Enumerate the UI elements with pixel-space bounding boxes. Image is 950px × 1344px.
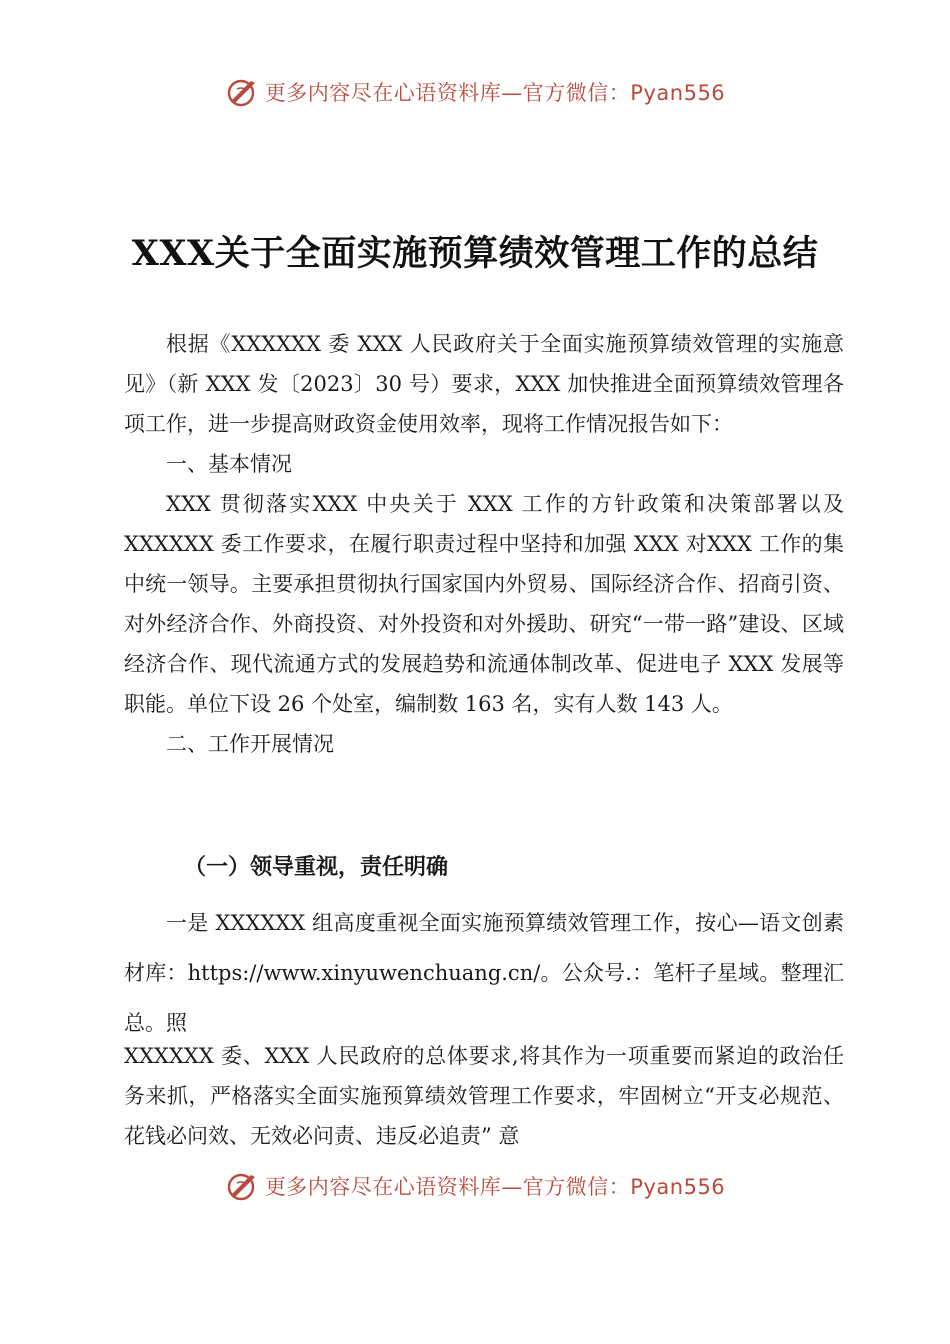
basic-info-paragraph: XXX 贯彻落实XXX 中央关于 XXX 工作的方针政策和决策部署以及 XXXXXX 委工作要求，在履行职责过程中坚持和加强 XXX 对XXX 工作的集中统一领导。主要承担贯彻执行国家国内外贸易、国际经济合作、招商引资、对外经济合作、外商投资、对外投资和对外援助、研究“一带一路”建设、区域经济合作、现代流通方式的发展趋势和流通体制改革、促进电子 XXX 发展等职能。单位下设 26 个处室，编制数 163 名，实有人数 143 人。 [124, 492, 844, 716]
subheading: （一）领导重视，责任明确 [184, 855, 449, 880]
section-heading-1: 一、基本情况 [166, 452, 292, 476]
last-paragraph: XXXXXX 委、XXX 人民政府的总体要求,将其作为一项重要而紧迫的政治任务来抓，严格落实全面实施预算绩效管理工作要求，牢固树立“开支必规范、花钱必问效、无效必问责、违反必追责” 意 [124, 1044, 844, 1148]
banner-text: 更多内容尽在心语资料库—官方微信：Pyan556 [264, 1175, 726, 1199]
header-banner [0, 72, 950, 112]
pen-logo-icon [225, 1169, 259, 1203]
section-heading-2: 二、工作开展情况 [166, 732, 334, 756]
mixed-paragraph-block [124, 898, 844, 1048]
pen-logo-icon [225, 75, 259, 109]
document-title: XXX关于全面实施预算绩效管理工作的总结 [131, 233, 819, 274]
banner-text: 更多内容尽在心语资料库—官方微信：Pyan556 [264, 81, 726, 105]
document-body [124, 324, 844, 764]
last-paragraph-block [124, 1036, 844, 1156]
intro-paragraph: 根据《XXXXXX 委 XXX 人民政府关于全面实施预算绩效管理的实施意见》（新 XXX 发〔2023〕30 号）要求，XXX 加快推进全面预算绩效管理各项工作，进一步提高财政资金使用效率，现将工作情况报告如下： [124, 332, 844, 436]
footer-banner [0, 1166, 950, 1206]
mixed-paragraph: 一是 XXXXXX 组高度重视全面实施预算绩效管理工作，按心—语文创素材库：https://www.xinyuwenchuang.cn/。公众号.：笔杆子星域。整理汇总。照 [124, 911, 844, 1035]
